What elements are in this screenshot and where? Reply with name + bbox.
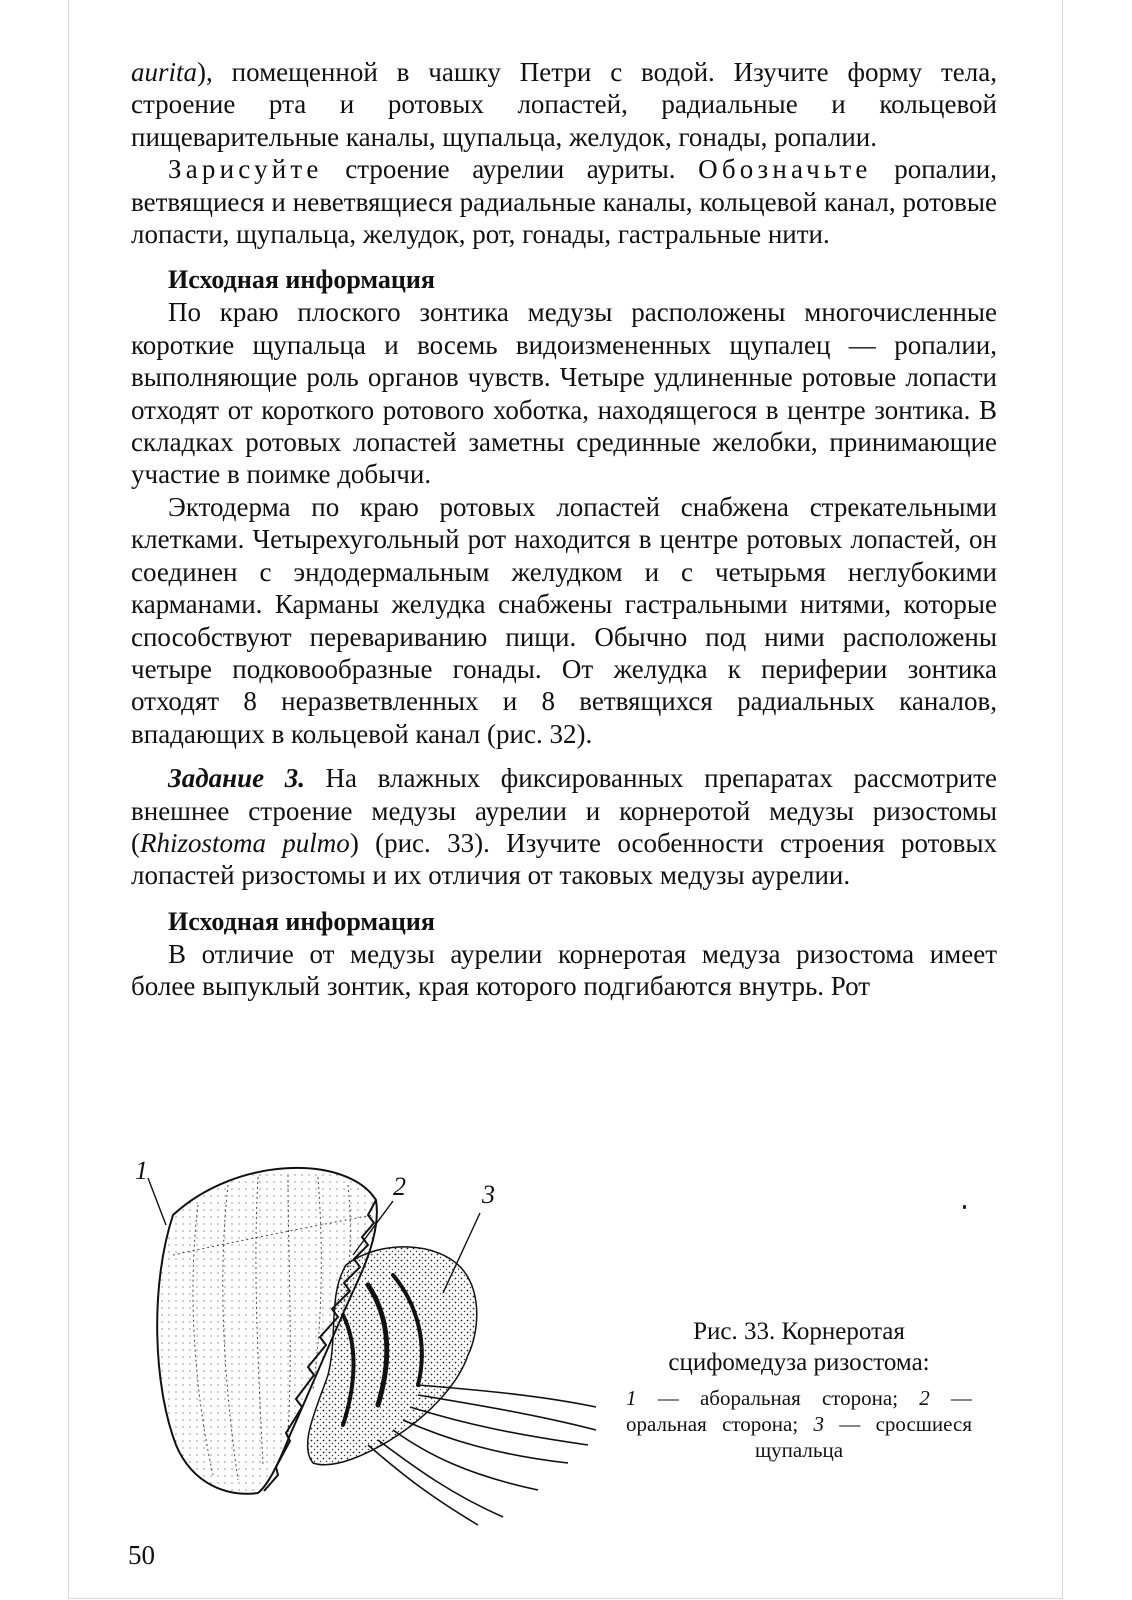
body-text xyxy=(131,56,997,1003)
caption-title: Рис. 33. Корнеротая сцифомедуза ризостома: xyxy=(668,1318,930,1376)
figure-label-2: 2 xyxy=(393,1172,406,1201)
rhizostoma-illustration xyxy=(118,1145,618,1530)
page-number: 50 xyxy=(128,1540,155,1570)
figure-caption xyxy=(626,1316,972,1463)
task-label: Задание 3. xyxy=(168,763,305,794)
instruction-keyword: Обозначьте xyxy=(698,154,872,185)
section-heading: Исходная информация xyxy=(168,265,435,295)
species-italic: aurita xyxy=(131,57,198,87)
caption-legend: 1 — аборальная сторона; 2 — оральная сторона; 3 — сросшиеся щупальца xyxy=(626,1386,972,1462)
paragraph: В отличие от медузы аурелии корнеротая медуза ризостома имеет более выпуклый зонтик, края которого подгибаются внутрь. Рот xyxy=(131,938,997,1002)
figure-label-3: 3 xyxy=(482,1180,495,1209)
paragraph-continuation: aurita), помещенной в чашку Петри с водой. Изучите форму тела, строение рта и ротовых лопастей, радиальные и кольцевой пищеварительные каналы, щупальца, желудок, гонады, ропалии. xyxy=(131,57,997,152)
section-heading: Исходная информация xyxy=(168,906,435,936)
species-italic: Rhizostoma pulmo xyxy=(140,827,350,858)
task-paragraph: Задание 3. На влажных фиксированных препаратах рассмотрите внешнее строение медузы аурелии и корнеротой медузы ризостомы (Rhizostoma pulmo) (рис. 33). Изучите особенности строения ротовых лопастей ризостомы и их отличия от таковых медузы аурелии. xyxy=(131,763,998,891)
figure-label-1: 1 xyxy=(135,1156,148,1185)
paragraph: Эктодерма по краю ротовых лопастей снабжена стрекательными клетками. Четырехугольный рот находится в центре ротовых лопастей, он соединен с эндодермальным желудком и с четырьмя неглубокими карманами. Карманы желудка снабжены гастральными нитями, которые способствуют перевариванию пищи. Обычно под ними расположены четыре подковообразные гонады. От желудка к периферии зонтика отходят 8 неразветвленных и 8 ветвящихся радиальных каналов, впадающих в кольцевой канал (рис. 32). xyxy=(131,491,997,749)
paragraph-instruction: Зарисуйте строение аурелии ауриты. Обозначьте ропалии, ветвящиеся и неветвящиеся радиальные каналы, кольцевой канал, ротовые лопасти, щупальца, желудок, рот, гонады, гастральные нити. xyxy=(131,154,997,250)
print-speck xyxy=(963,1205,966,1209)
instruction-keyword: Зарисуйте xyxy=(168,154,323,185)
paragraph: По краю плоского зонтика медузы расположены многочисленные короткие щупальца и восемь видоизмененных щупалец — ропалии, выполняющие роль органов чувств. Четыре удлиненные ротовые лопасти отходят от короткого ротового хоботка, находящегося в центре зонтика. В складках ротовых лопастей заметны срединные желобки, принимающие участие в поимке добычи. xyxy=(131,297,997,490)
